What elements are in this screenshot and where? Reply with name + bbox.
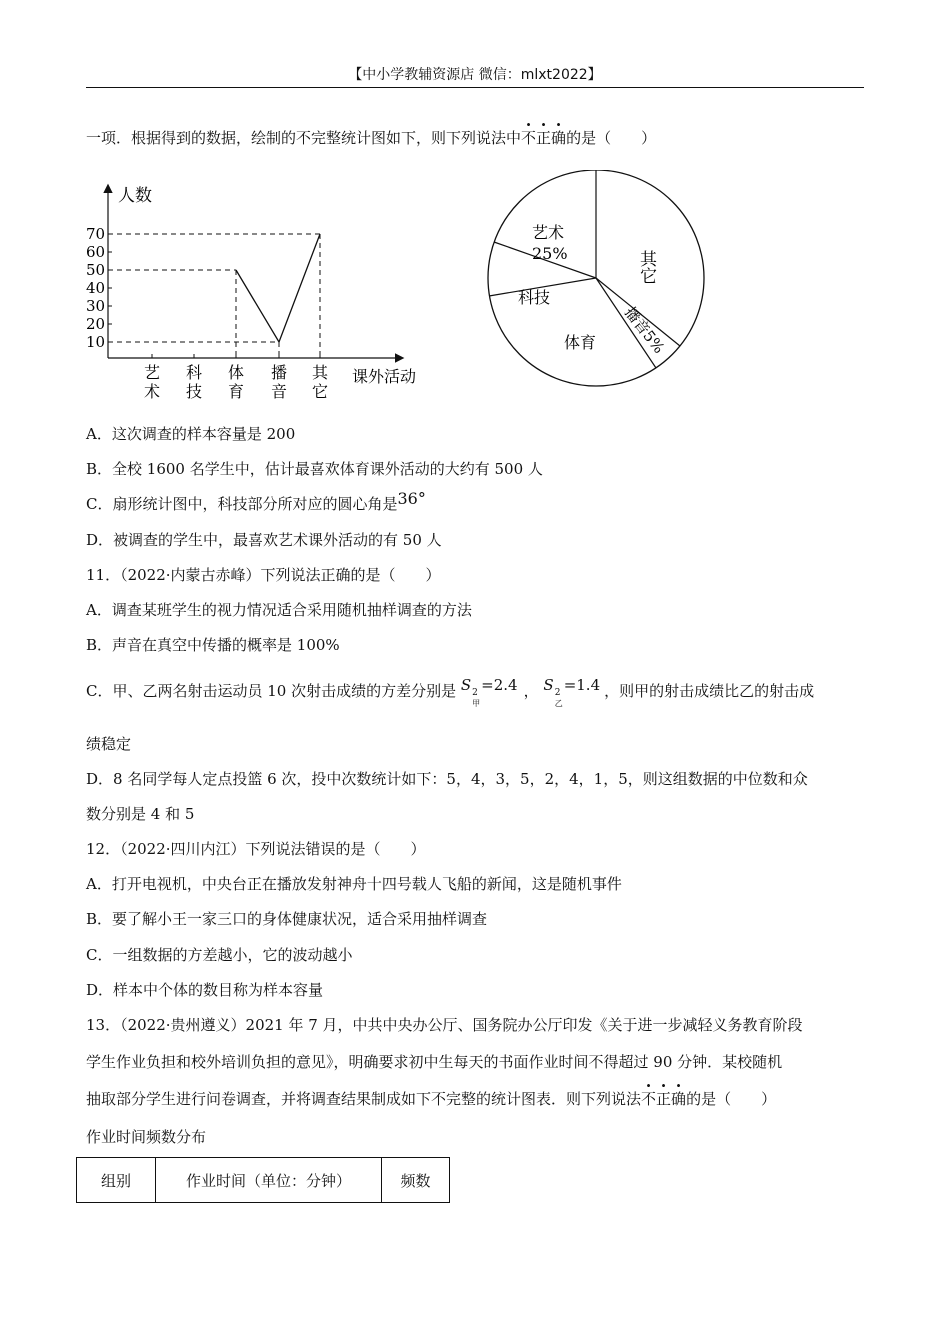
pie-label-sport: 体育 (564, 333, 597, 352)
y-axis-label: 人数 (118, 186, 152, 206)
q12-option-b: B．要了解小王一家三口的身体健康状况，适合采用抽样调查 (86, 910, 488, 928)
series-line (236, 234, 320, 342)
pie-label-other: 其它 (636, 250, 656, 284)
q11-option-b: B．声音在真空中传播的概率是 100% (86, 636, 340, 654)
pie-label-broadcast: 播音5% (620, 303, 669, 357)
x-tick-label: 播 (271, 363, 288, 382)
question-13-line-1: 13．（2022·贵州遵义）2021 年 7 月，中共中央办公厅、国务院办公厅印发《关于进一步减轻义务教育阶段 (86, 1016, 803, 1034)
pie-chart (484, 170, 714, 394)
table-header-row (77, 1158, 450, 1203)
question-13-line-2: 学生作业负担和校外培训负担的意见》，明确要求初中生每天的书面作业时间不得超过 90 分钟．某校随机 (86, 1053, 783, 1071)
q12-option-a: A．打开电视机，中央台正在播放发射神舟十四号载人飞船的新闻，这是随机事件 (86, 875, 622, 893)
question-10-stem: 一项．根据得到的数据，绘制的不完整统计图如下，则下列说法中不正确的是（ ） (86, 129, 657, 147)
frequency-table (76, 1157, 450, 1203)
pie-label-tech: 科技 (518, 288, 551, 307)
emphasis-char: 正 (536, 129, 552, 147)
q12-option-c: C．一组数据的方差越小，它的波动越小 (86, 946, 353, 964)
x-tick-label: 育 (228, 382, 245, 401)
y-tick-label: 40 (86, 279, 106, 297)
table-header-cell: 组别 (77, 1158, 156, 1203)
option-a: A．这次调查的样本容量是 200 (86, 425, 296, 443)
y-tick-label: 70 (86, 225, 106, 243)
y-tick-label: 60 (86, 243, 106, 261)
emphasis-char: 不 (521, 129, 537, 147)
x-tick-label: 其 (312, 363, 329, 382)
x-tick-label: 音 (271, 382, 288, 401)
variance-formula-yi: S 2 乙 =1.4 (543, 676, 601, 708)
option-c: C．扇形统计图中，科技部分所对应的圆心角是36° (86, 489, 426, 513)
variance-formula-jia: S 2 甲 =2.4 (460, 676, 518, 708)
question-11-stem: 11．（2022·内蒙古赤峰）下列说法正确的是（ ） (86, 566, 441, 584)
question-12-stem: 12．（2022·四川内江）下列说法错误的是（ ） (86, 840, 426, 858)
emphasis-char: 正 (656, 1090, 672, 1108)
x-axis-label: 课外活动 (352, 367, 417, 386)
option-d: D．被调查的学生中，最喜欢艺术课外活动的有 50 人 (86, 531, 442, 549)
pie-label-art-percent: 25% (532, 244, 568, 263)
y-tick-label: 30 (86, 297, 106, 315)
q11-option-d-cont: 数分别是 4 和 5 (86, 805, 195, 823)
x-tick-label: 技 (186, 382, 203, 401)
angle-value: 36° (397, 489, 426, 508)
q11-option-c: C．甲、乙两名射击运动员 10 次射击成绩的方差分别是 S 2 甲 =2.4 ， S 2 乙 =1.4 ，则甲的射击成绩比乙的射击成 (86, 676, 815, 708)
emphasis-char: 不 (641, 1090, 657, 1108)
y-tick-label: 20 (86, 315, 106, 333)
header-divider (86, 87, 864, 88)
line-chart (86, 172, 436, 407)
table-header-cell: 频数 (382, 1158, 450, 1203)
q11-option-a: A．调查某班学生的视力情况适合采用随机抽样调查的方法 (86, 601, 472, 619)
pie-label-art: 艺术 (532, 223, 565, 242)
option-b: B．全校 1600 名学生中，估计最喜欢体育课外活动的大约有 500 人 (86, 460, 543, 478)
y-tick-label: 10 (86, 333, 106, 351)
x-tick-label: 艺 (144, 363, 161, 382)
y-tick-label: 50 (86, 261, 106, 279)
x-tick-label: 它 (312, 382, 329, 401)
page-header: 【中小学教辅资源店 微信：mlxt2022】 (348, 67, 602, 83)
x-tick-label: 科 (186, 363, 203, 382)
x-tick-label: 体 (228, 363, 245, 382)
table-title: 作业时间频数分布 (86, 1128, 207, 1146)
q12-option-d: D．样本中个体的数目称为样本容量 (86, 981, 324, 999)
emphasis-char: 确 (671, 1090, 687, 1108)
q11-option-d: D．8 名同学每人定点投篮 6 次，投中次数统计如下：5，4，3，5，2，4，1，5，则这组数据的中位数和众 (86, 770, 808, 788)
question-13-line-3: 抽取部分学生进行问卷调查，并将调查结果制成如下不完整的统计图表．则下列说法不正确的是（ ） (86, 1090, 777, 1108)
emphasis-char: 确 (551, 129, 567, 147)
table-header-cell: 作业时间（单位：分钟） (156, 1158, 382, 1203)
q11-option-c-cont: 绩稳定 (86, 735, 132, 753)
x-tick-label: 术 (144, 382, 161, 401)
